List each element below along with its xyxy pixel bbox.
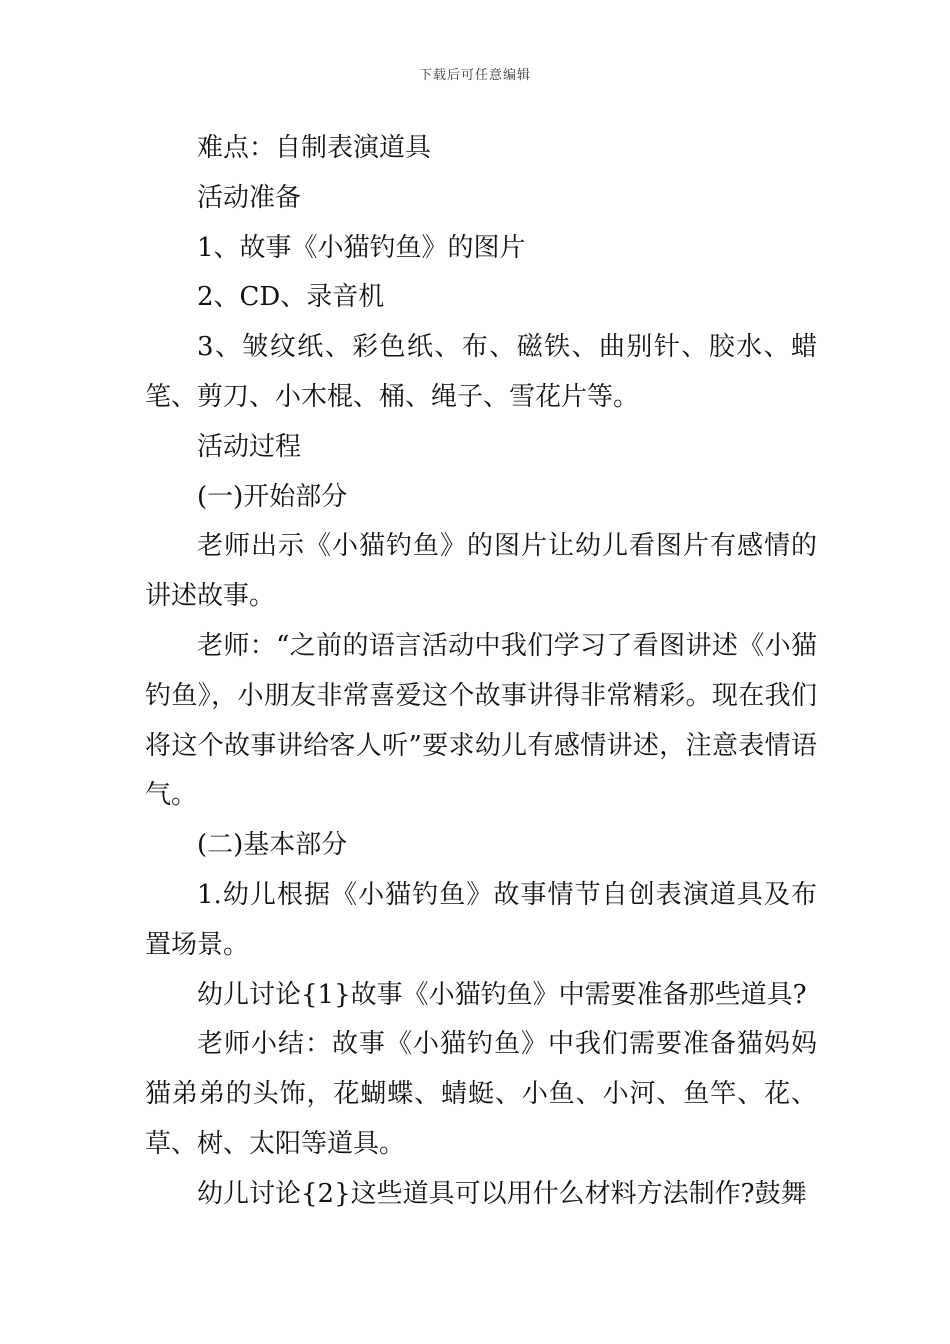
heading-process: 活动过程 xyxy=(197,431,302,462)
paragraph-teacher-show: 老师出示《小猫钓鱼》的图片让幼儿看图片有感情的讲述故事。 xyxy=(145,531,817,612)
paragraph-teacher-quote: 老师：“之前的语言活动中我们学习了看图讲述《小猫钓鱼》，小朋友非常喜爱这个故事讲得非常精彩。现在我们将这个故事讲给客人听”要求幼儿有感情讲述，注意表情语气。 xyxy=(145,630,817,811)
heading-part-1: (一)开始部分 xyxy=(197,481,348,512)
paragraph-difficulty: 难点：自制表演道具 xyxy=(197,133,432,163)
document-body xyxy=(145,124,817,1220)
paragraph-teacher-summary: 老师小结：故事《小猫钓鱼》中我们需要准备猫妈妈猫弟弟的头饰，花蝴蝶、蜻蜓、小鱼、小河、鱼竿、花、草、树、太阳等道具。 xyxy=(145,1029,817,1159)
prep-item-1: 1、故事《小猫钓鱼》的图片 xyxy=(197,232,526,263)
prep-item-2: 2、CD、录音机 xyxy=(197,282,385,313)
paragraph-step-1: 1.幼儿根据《小猫钓鱼》故事情节自创表演道具及布置场景。 xyxy=(145,879,817,960)
paragraph-discussion-1: 幼儿讨论{1}故事《小猫钓鱼》中需要准备那些道具? xyxy=(197,979,807,1010)
paragraph-discussion-2: 幼儿讨论{2}这些道具可以用什么材料方法制作?鼓舞 xyxy=(197,1178,807,1209)
page-header: 下载后可任意编辑 xyxy=(418,68,531,83)
prep-item-3: 3、皱纹纸、彩色纸、布、磁铁、曲别针、胶水、蜡笔、剪刀、小木棍、桶、绳子、雪花片等。 xyxy=(145,332,817,412)
heading-preparation: 活动准备 xyxy=(197,182,302,213)
heading-part-2: (二)基本部分 xyxy=(197,830,348,861)
